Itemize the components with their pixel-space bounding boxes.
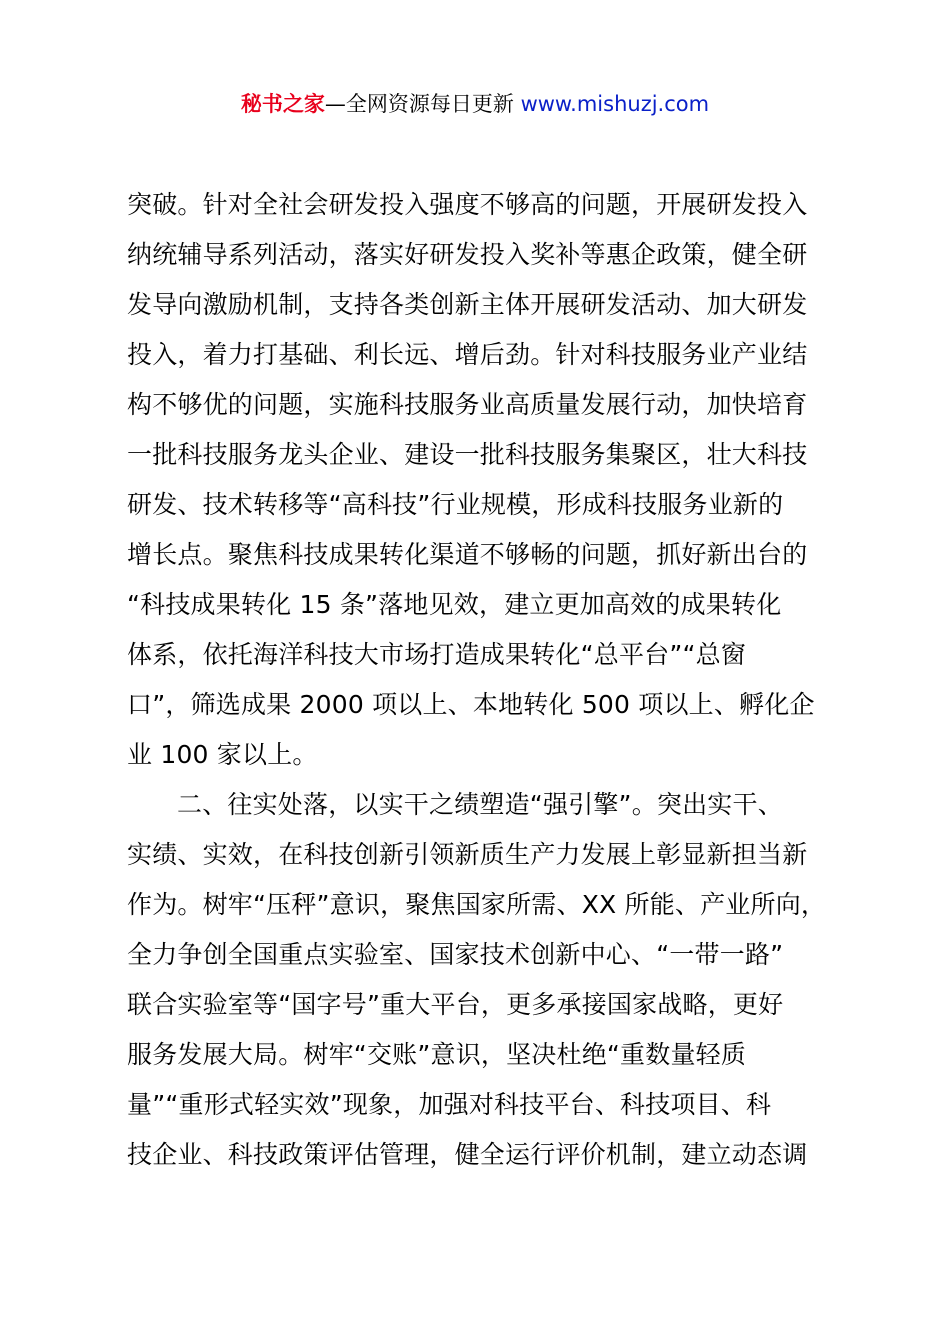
text-line: 发导向激励机制，支持各类创新主体开展研发活动、加大研发 [127,290,808,319]
header-tagline: —全网资源每日更新 [324,92,521,116]
site-header [0,88,950,120]
text-line: 口”，筛选成果 2000 项以上、本地转化 500 项以上、孵化企 [127,690,815,719]
text-line: 突破。针对全社会研发投入强度不够高的问题，开展研发投入 [127,190,808,219]
text-line: 技企业、科技政策评估管理，健全运行评价机制，建立动态调 [127,1140,808,1169]
text-line: 一批科技服务龙头企业、建设一批科技服务集聚区，壮大科技 [127,440,808,469]
document-body [127,180,867,1180]
text-line: 投入，着力打基础、利长远、增后劲。针对科技服务业产业结 [127,340,808,369]
text-line: 量”“重形式轻实效”现象，加强对科技平台、科技项目、科 [127,1090,772,1119]
text-line: 作为。树牢“压秤”意识，聚焦国家所需、XX 所能、产业所向， [127,890,827,919]
text-line: “科技成果转化 15 条”落地见效，建立更加高效的成果转化 [127,590,782,619]
site-url-link[interactable]: www.mishuzj.com [520,92,710,116]
text-line: 全力争创全国重点实验室、国家技术创新中心、“一带一路” [127,940,784,969]
section-heading-line: 二、往实处落，以实干之绩塑造“强引擎”。突出实干、 [177,790,783,819]
text-line: 体系，依托海洋科技大市场打造成果转化“总平台”“总窗 [127,640,747,669]
text-line: 研发、技术转移等“高科技”行业规模，形成科技服务业新的 [127,490,784,519]
text-line: 业 100 家以上。 [127,740,318,769]
text-line: 服务发展大局。树牢“交账”意识，坚决杜绝“重数量轻质 [127,1040,747,1069]
text-line: 联合实验室等“国字号”重大平台，更多承接国家战略，更好 [127,990,784,1019]
brand-name: 秘书之家 [240,92,325,116]
text-line: 实绩、实效，在科技创新引领新质生产力发展上彰显新担当新 [127,840,808,869]
text-line: 构不够优的问题，实施科技服务业高质量发展行动，加快培育 [127,390,808,419]
text-line: 增长点。聚焦科技成果转化渠道不够畅的问题，抓好新出台的 [127,540,808,569]
text-line: 纳统辅导系列活动，落实好研发投入奖补等惠企政策，健全研 [127,240,808,269]
